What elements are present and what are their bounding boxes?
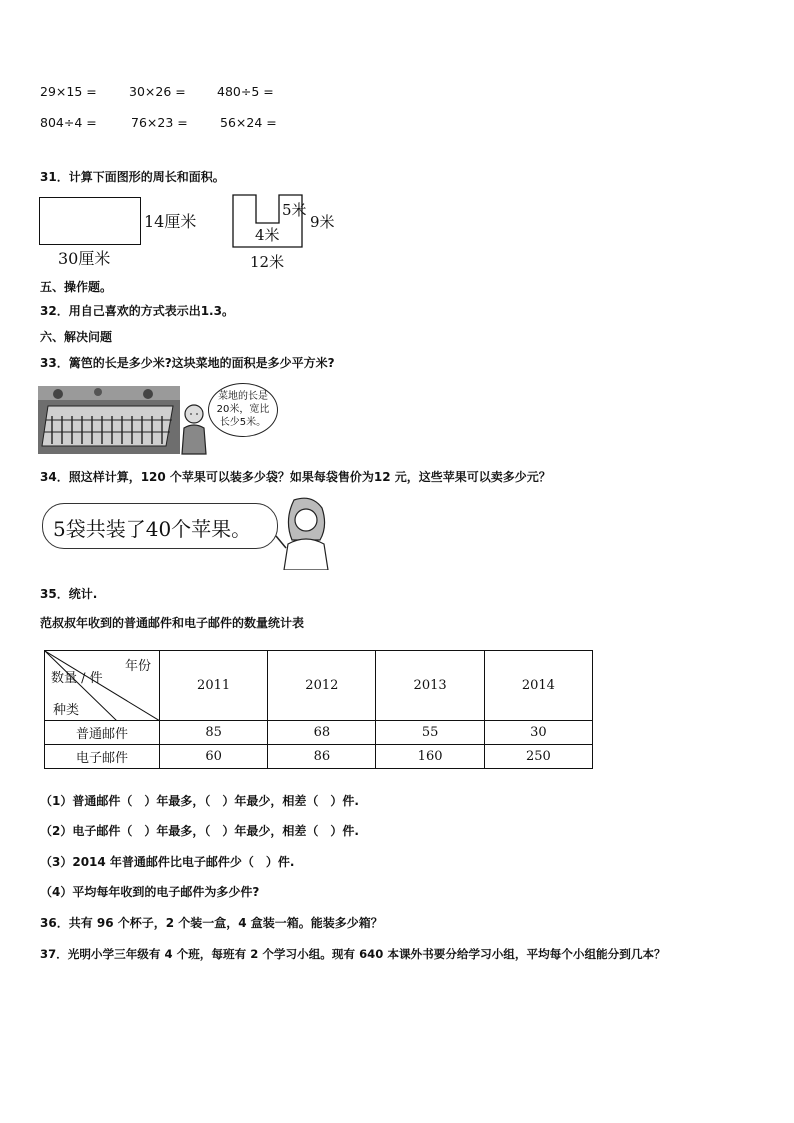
bubble-line-2: 20米，宽比 [216,404,270,415]
notch-width-label: 5米 [282,201,307,219]
question-34: 34．照这样计算，120 个苹果可以装多少袋？如果每袋售价为12 元，这些苹果可以卖多少元？ [40,470,551,484]
diagonal-header-cell [45,651,160,721]
calc-804div4: 804÷4 = [40,115,97,130]
rect-width-label: 30厘米 [58,249,111,268]
rect-height-label: 14厘米 [144,212,197,231]
sub-question-4: （4）平均每年收到的电子邮件为多少件? [40,885,260,899]
question-31: 31．计算下面图形的周长和面积。 [40,170,225,184]
header-qty: 数量 / 件 [51,671,103,686]
question-33: 33．篱笆的长是多少米?这块菜地的面积是多少平方米? [40,356,335,370]
calc-29x15: 29×15 = [40,84,97,99]
section-6-heading: 六、解决问题 [40,330,113,344]
mail-stat-table [44,650,593,769]
table-title: 范叔叔年收到的普通邮件和电子邮件的数量统计表 [40,616,305,630]
sub-question-1: （1）普通邮件（ ）年最多，（ ）年最少，相差（ ）件. [40,794,359,808]
grandpa-figure [180,402,210,456]
header-type: 种类 [53,703,80,718]
table-cell: 250 [484,745,592,769]
table-cell: 60 [159,745,267,769]
question-35: 35．统计. [40,587,98,601]
bubble-line-3: 长少5米。 [219,417,267,428]
shape-width-label: 12米 [250,253,285,271]
calc-56x24: 56×24 = [220,115,277,130]
sub-question-3: （3）2014 年普通邮件比电子邮件少（ ）件. [40,855,295,869]
table-cell: 86 [268,745,376,769]
calc-76x23: 76×23 = [131,115,188,130]
question-32: 32．用自己喜欢的方式表示出1.3。 [40,304,234,318]
row-label-regular: 普通邮件 [45,721,160,745]
table-cell: 30 [484,721,592,745]
shape-height-label: 9米 [310,213,335,231]
year-2012: 2012 [268,651,376,721]
header-year: 年份 [125,659,152,674]
notch-depth-label: 4米 [255,226,280,244]
table-cell: 85 [159,721,267,745]
table-row [45,721,593,745]
question-36: 36．共有 96 个杯子，2 个装一盒，4 盒装一箱。能装多少箱？ [40,916,383,930]
question-37: 37．光明小学三年级有 4 个班，每班有 2 个学习小组。现有 640 本课外书要分给学习小组，平均每个小组能分到几本？ [40,947,666,961]
girl-figure [272,496,336,570]
rectangle-shape [39,197,141,245]
table-cell: 55 [376,721,484,745]
table-row [45,745,593,769]
year-2014: 2014 [484,651,592,721]
year-2011: 2011 [159,651,267,721]
bubble-line-1: 菜地的长是 [218,391,268,402]
section-5-heading: 五、操作题。 [40,280,113,294]
row-label-email: 电子邮件 [45,745,160,769]
calc-480div5: 480÷5 = [217,84,274,99]
table-cell: 160 [376,745,484,769]
table-cell: 68 [268,721,376,745]
speech-bubble-grandpa [208,383,278,437]
speech-bubble-girl: 5袋共装了40个苹果。 [42,503,278,549]
calc-30x26: 30×26 = [129,84,186,99]
year-2013: 2013 [376,651,484,721]
garden-illustration [38,386,180,454]
sub-question-2: （2）电子邮件（ ）年最多，（ ）年最少，相差（ ）件. [40,824,359,838]
